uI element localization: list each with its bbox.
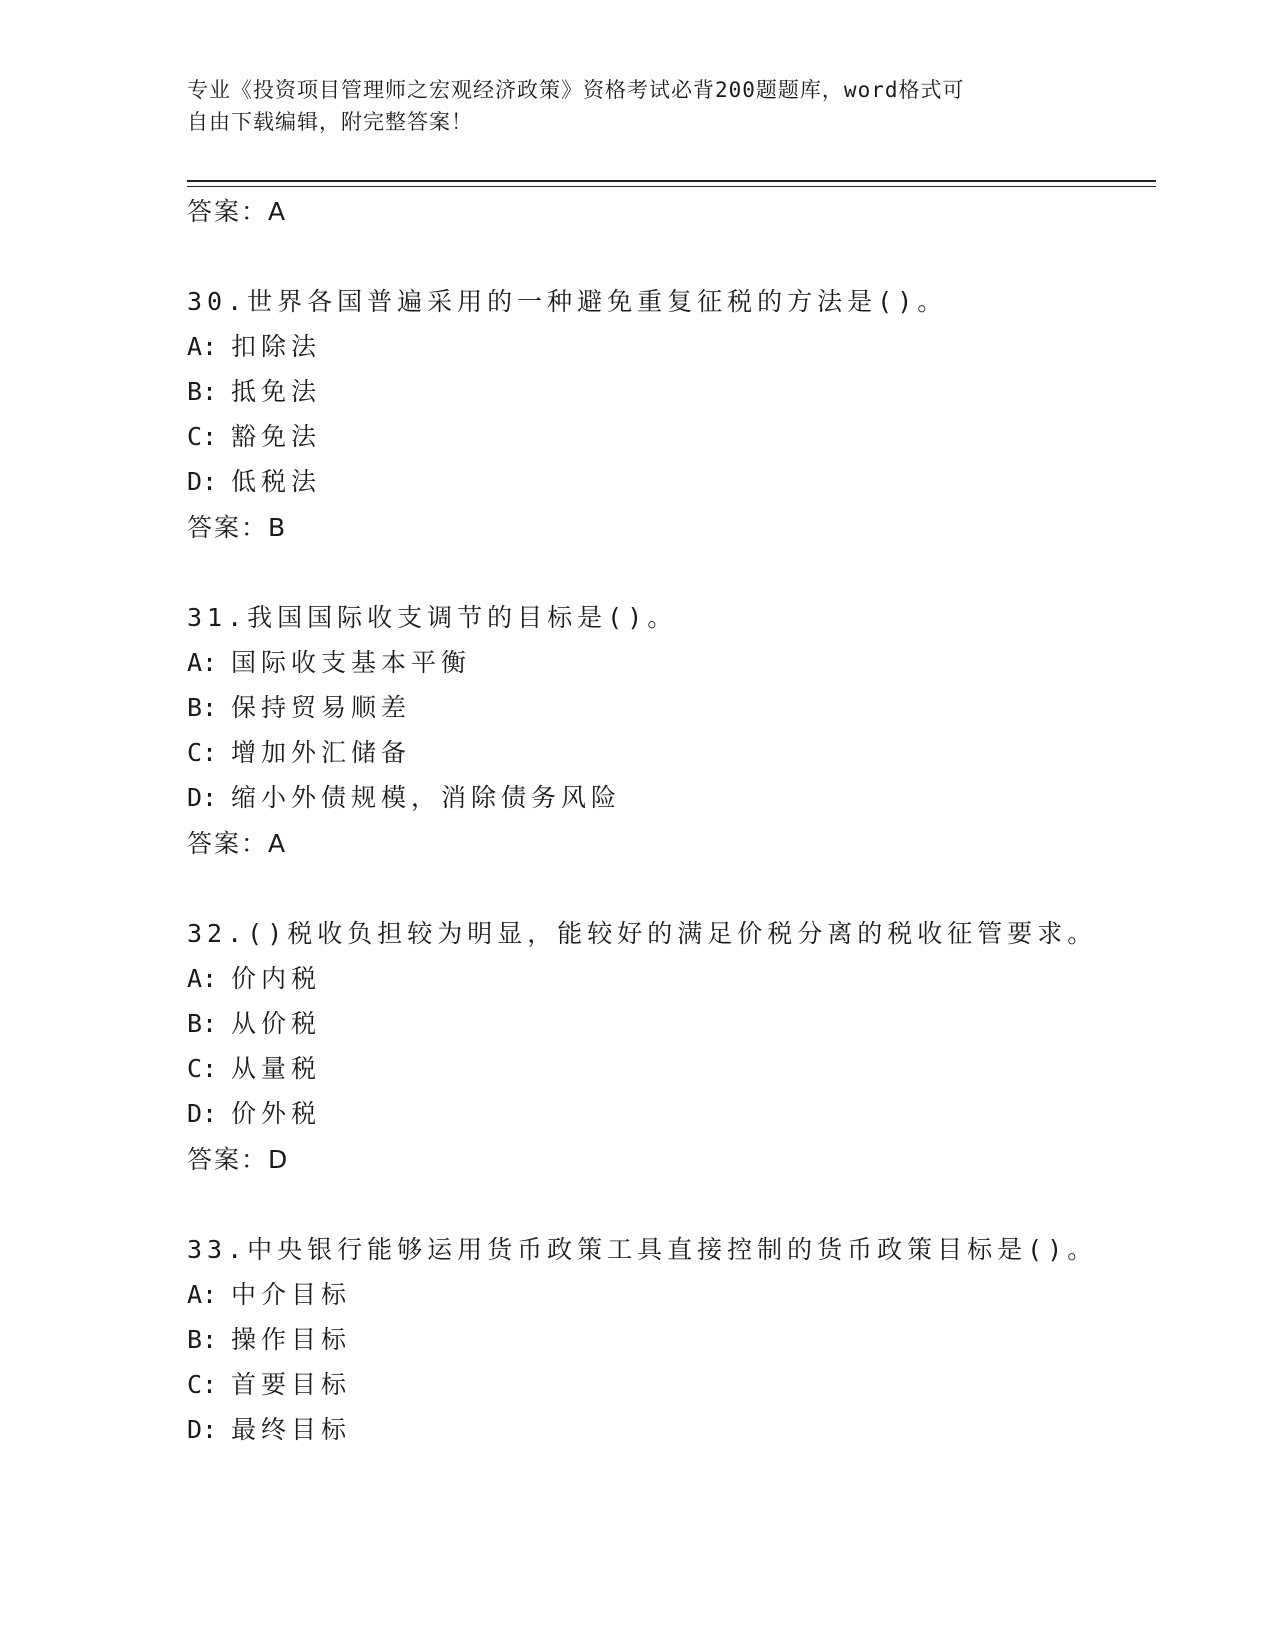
option-text: 从价税 (231, 1009, 322, 1038)
option-key: C: (187, 422, 218, 451)
option-key: A: (187, 1280, 218, 1309)
document-header (187, 74, 1067, 138)
question-32-option-a (187, 959, 321, 995)
question-33-option-b (187, 1320, 351, 1356)
question-30-stem: 30.世界各国普遍采用的一种避免重复征税的方法是()。 (187, 287, 948, 316)
question-30-option-b (187, 372, 321, 408)
question-32-answer: 答案：D (187, 1145, 290, 1174)
question-30-option-d (187, 462, 321, 498)
option-key: B: (187, 1325, 218, 1354)
option-key: C: (187, 1054, 218, 1083)
option-key: D: (187, 1415, 218, 1444)
header-line-2: 自由下载编辑，附完整答案！ (187, 110, 473, 134)
option-key: C: (187, 1370, 218, 1399)
question-31-option-b (187, 688, 411, 724)
header-line-1: 专业《投资项目管理师之宏观经济政策》资格考试必背200题题库，word格式可 (187, 78, 965, 102)
option-key: D: (187, 783, 218, 812)
question-33-option-a (187, 1275, 351, 1311)
question-33-option-c (187, 1365, 351, 1401)
option-text: 价外税 (231, 1099, 322, 1128)
question-31-option-d (187, 778, 621, 814)
option-text: 从量税 (231, 1054, 322, 1083)
option-text: 操作目标 (231, 1325, 352, 1354)
option-text: 低税法 (231, 467, 322, 496)
option-key: D: (187, 1099, 218, 1128)
option-key: A: (187, 648, 218, 677)
option-text: 保持贸易顺差 (231, 693, 412, 722)
option-text: 扣除法 (231, 332, 322, 361)
option-text: 价内税 (231, 964, 322, 993)
question-31-stem: 31.我国国际收支调节的目标是()。 (187, 603, 678, 632)
option-text: 国际收支基本平衡 (231, 648, 472, 677)
option-key: D: (187, 467, 218, 496)
option-key: B: (187, 377, 218, 406)
question-33-stem: 33.中央银行能够运用货币政策工具直接控制的货币政策目标是()。 (187, 1235, 1098, 1264)
question-33-option-d (187, 1410, 351, 1446)
option-text: 增加外汇储备 (231, 738, 412, 767)
question-30-option-a (187, 327, 321, 363)
option-text: 抵免法 (231, 377, 322, 406)
option-key: A: (187, 332, 218, 361)
question-31-option-c (187, 733, 411, 769)
question-30-answer: 答案：B (187, 513, 288, 542)
question-32-option-d (187, 1094, 321, 1130)
option-text: 豁免法 (231, 422, 322, 451)
question-31-answer: 答案：A (187, 829, 288, 858)
option-key: C: (187, 738, 218, 767)
header-divider (187, 180, 1156, 182)
question-32-stem: 32.()税收负担较为明显，能较好的满足价税分离的税收征管要求。 (187, 919, 1098, 948)
option-key: B: (187, 1009, 218, 1038)
answer-prev: 答案：A (187, 197, 288, 226)
question-30-option-c (187, 417, 321, 453)
option-text: 缩小外债规模，消除债务风险 (231, 783, 622, 812)
option-key: B: (187, 693, 218, 722)
question-32-option-b (187, 1004, 321, 1040)
option-text: 中介目标 (231, 1280, 352, 1309)
header-divider-thin (187, 186, 1156, 187)
question-32-option-c (187, 1049, 321, 1085)
option-text: 最终目标 (231, 1415, 352, 1444)
option-key: A: (187, 964, 218, 993)
option-text: 首要目标 (231, 1370, 352, 1399)
question-31-option-a (187, 643, 471, 679)
